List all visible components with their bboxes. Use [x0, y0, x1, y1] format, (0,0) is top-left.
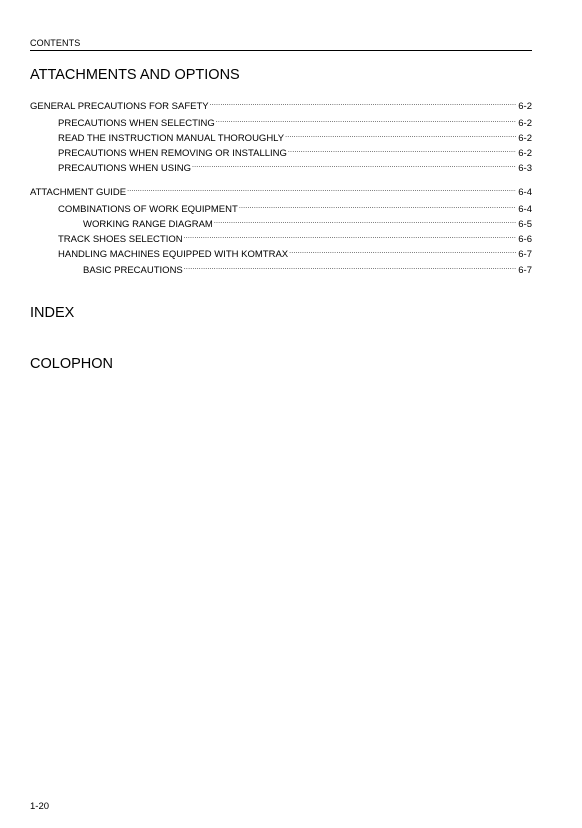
leader-dots	[214, 215, 516, 227]
header-rule	[30, 50, 532, 51]
toc-entry-text: TRACK SHOES SELECTION	[58, 234, 183, 245]
toc-entry-text: COMBINATIONS OF WORK EQUIPMENT	[58, 204, 238, 215]
toc-entry[interactable]	[58, 245, 532, 260]
toc-entry[interactable]	[58, 200, 532, 215]
leader-dots	[289, 245, 516, 257]
toc-entry-page: 6-2	[518, 133, 532, 144]
toc-entry-text: WORKING RANGE DIAGRAM	[83, 219, 213, 230]
section-title-index[interactable]: INDEX	[30, 305, 75, 321]
toc-entry[interactable]	[58, 129, 532, 144]
toc-entry-page: 6-2	[518, 118, 532, 129]
toc-entry-text: GENERAL PRECAUTIONS FOR SAFETY	[30, 101, 209, 112]
toc-entry[interactable]	[83, 215, 532, 230]
leader-dots	[210, 97, 517, 109]
leader-dots	[216, 114, 516, 126]
leader-dots	[184, 230, 517, 242]
toc-entry-page: 6-6	[518, 234, 532, 245]
running-header: CONTENTS	[30, 38, 81, 48]
page-number: 1-20	[30, 801, 50, 812]
toc-entry-page: 6-7	[518, 265, 532, 276]
leader-dots	[285, 129, 516, 141]
toc-entry-page: 6-2	[518, 101, 532, 112]
toc-entry[interactable]	[58, 159, 532, 174]
toc-entry[interactable]	[30, 97, 532, 112]
toc-entry-text: PRECAUTIONS WHEN USING	[58, 163, 192, 174]
toc-entry-text: READ THE INSTRUCTION MANUAL THOROUGHLY	[58, 133, 285, 144]
toc-entry-page: 6-2	[518, 148, 532, 159]
toc-entry[interactable]	[58, 144, 532, 159]
toc-entry-page: 6-3	[518, 163, 532, 174]
toc-entry-text: ATTACHMENT GUIDE	[30, 187, 127, 198]
toc-entry[interactable]	[58, 114, 532, 129]
toc-entry[interactable]	[58, 230, 532, 245]
toc-entry-page: 6-5	[518, 219, 532, 230]
leader-dots	[239, 200, 516, 212]
toc-entry-page: 6-4	[518, 204, 532, 215]
toc-entry-text: HANDLING MACHINES EQUIPPED WITH KOMTRAX	[58, 249, 289, 260]
toc-entry-page: 6-7	[518, 249, 532, 260]
toc-entry-text: BASIC PRECAUTIONS	[83, 265, 183, 276]
toc-entry[interactable]	[83, 261, 532, 276]
toc-entry-text: PRECAUTIONS WHEN SELECTING	[58, 118, 215, 129]
section-title-colophon[interactable]: COLOPHON	[30, 356, 113, 372]
leader-dots	[192, 159, 516, 171]
leader-dots	[184, 261, 516, 273]
leader-dots	[288, 144, 516, 156]
leader-dots	[127, 183, 516, 195]
toc-entry[interactable]	[30, 183, 532, 198]
section-title-attachments: ATTACHMENTS AND OPTIONS	[30, 67, 240, 83]
toc-entry-page: 6-4	[518, 187, 532, 198]
toc-entry-text: PRECAUTIONS WHEN REMOVING OR INSTALLING	[58, 148, 287, 159]
